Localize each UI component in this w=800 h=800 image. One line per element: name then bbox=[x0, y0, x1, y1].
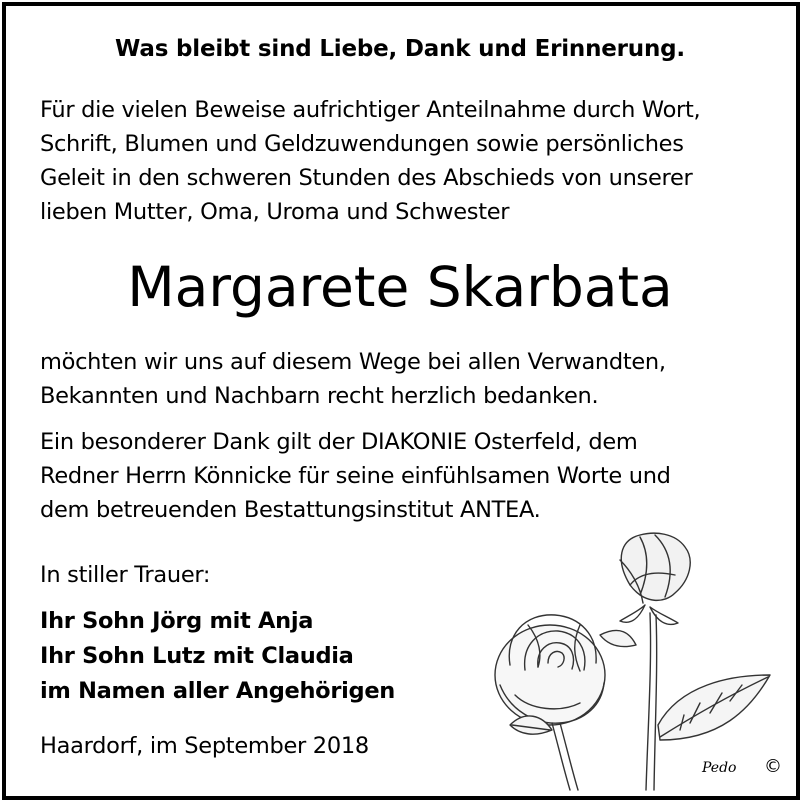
text-line: dem betreuenden Bestattungsinstitut ANTEA. bbox=[40, 497, 541, 523]
text-line: Für die vielen Beweise aufrichtiger Anteilnahme durch Wort, bbox=[40, 97, 701, 123]
thanks-paragraph bbox=[40, 93, 770, 229]
place-date: Haardorf, im September 2018 bbox=[40, 733, 369, 759]
headline: Was bleibt sind Liebe, Dank und Erinnerung. bbox=[115, 36, 685, 62]
text-line: Ein besonderer Dank gilt der DIAKONIE Osterfeld, dem bbox=[40, 429, 638, 455]
mourning-intro: In stiller Trauer: bbox=[40, 562, 211, 588]
text-line: Bekannten und Nachbarn recht herzlich bedanken. bbox=[40, 383, 599, 409]
signer-line: Ihr Sohn Lutz mit Claudia bbox=[40, 643, 354, 669]
rose-drawing-icon bbox=[480, 525, 780, 793]
text-line: lieben Mutter, Oma, Uroma und Schwester bbox=[40, 199, 510, 225]
signer-line: im Namen aller Angehörigen bbox=[40, 678, 396, 704]
artist-credit: Pedo bbox=[702, 760, 737, 776]
copyright-symbol: © bbox=[764, 756, 782, 777]
text-line: Schrift, Blumen und Geldzuwendungen sowie persönliches bbox=[40, 131, 684, 157]
thanks-continuation bbox=[40, 345, 770, 413]
special-thanks-paragraph bbox=[40, 425, 770, 527]
signer-line: Ihr Sohn Jörg mit Anja bbox=[40, 608, 314, 634]
text-line: Geleit in den schweren Stunden des Abschieds von unserer bbox=[40, 165, 693, 191]
signers-list bbox=[40, 604, 395, 709]
text-line: Redner Herrn Könnicke für seine einfühlsamen Worte und bbox=[40, 463, 671, 489]
deceased-name: Margarete Skarbata bbox=[127, 255, 673, 319]
text-line: möchten wir uns auf diesem Wege bei allen Verwandten, bbox=[40, 349, 666, 375]
